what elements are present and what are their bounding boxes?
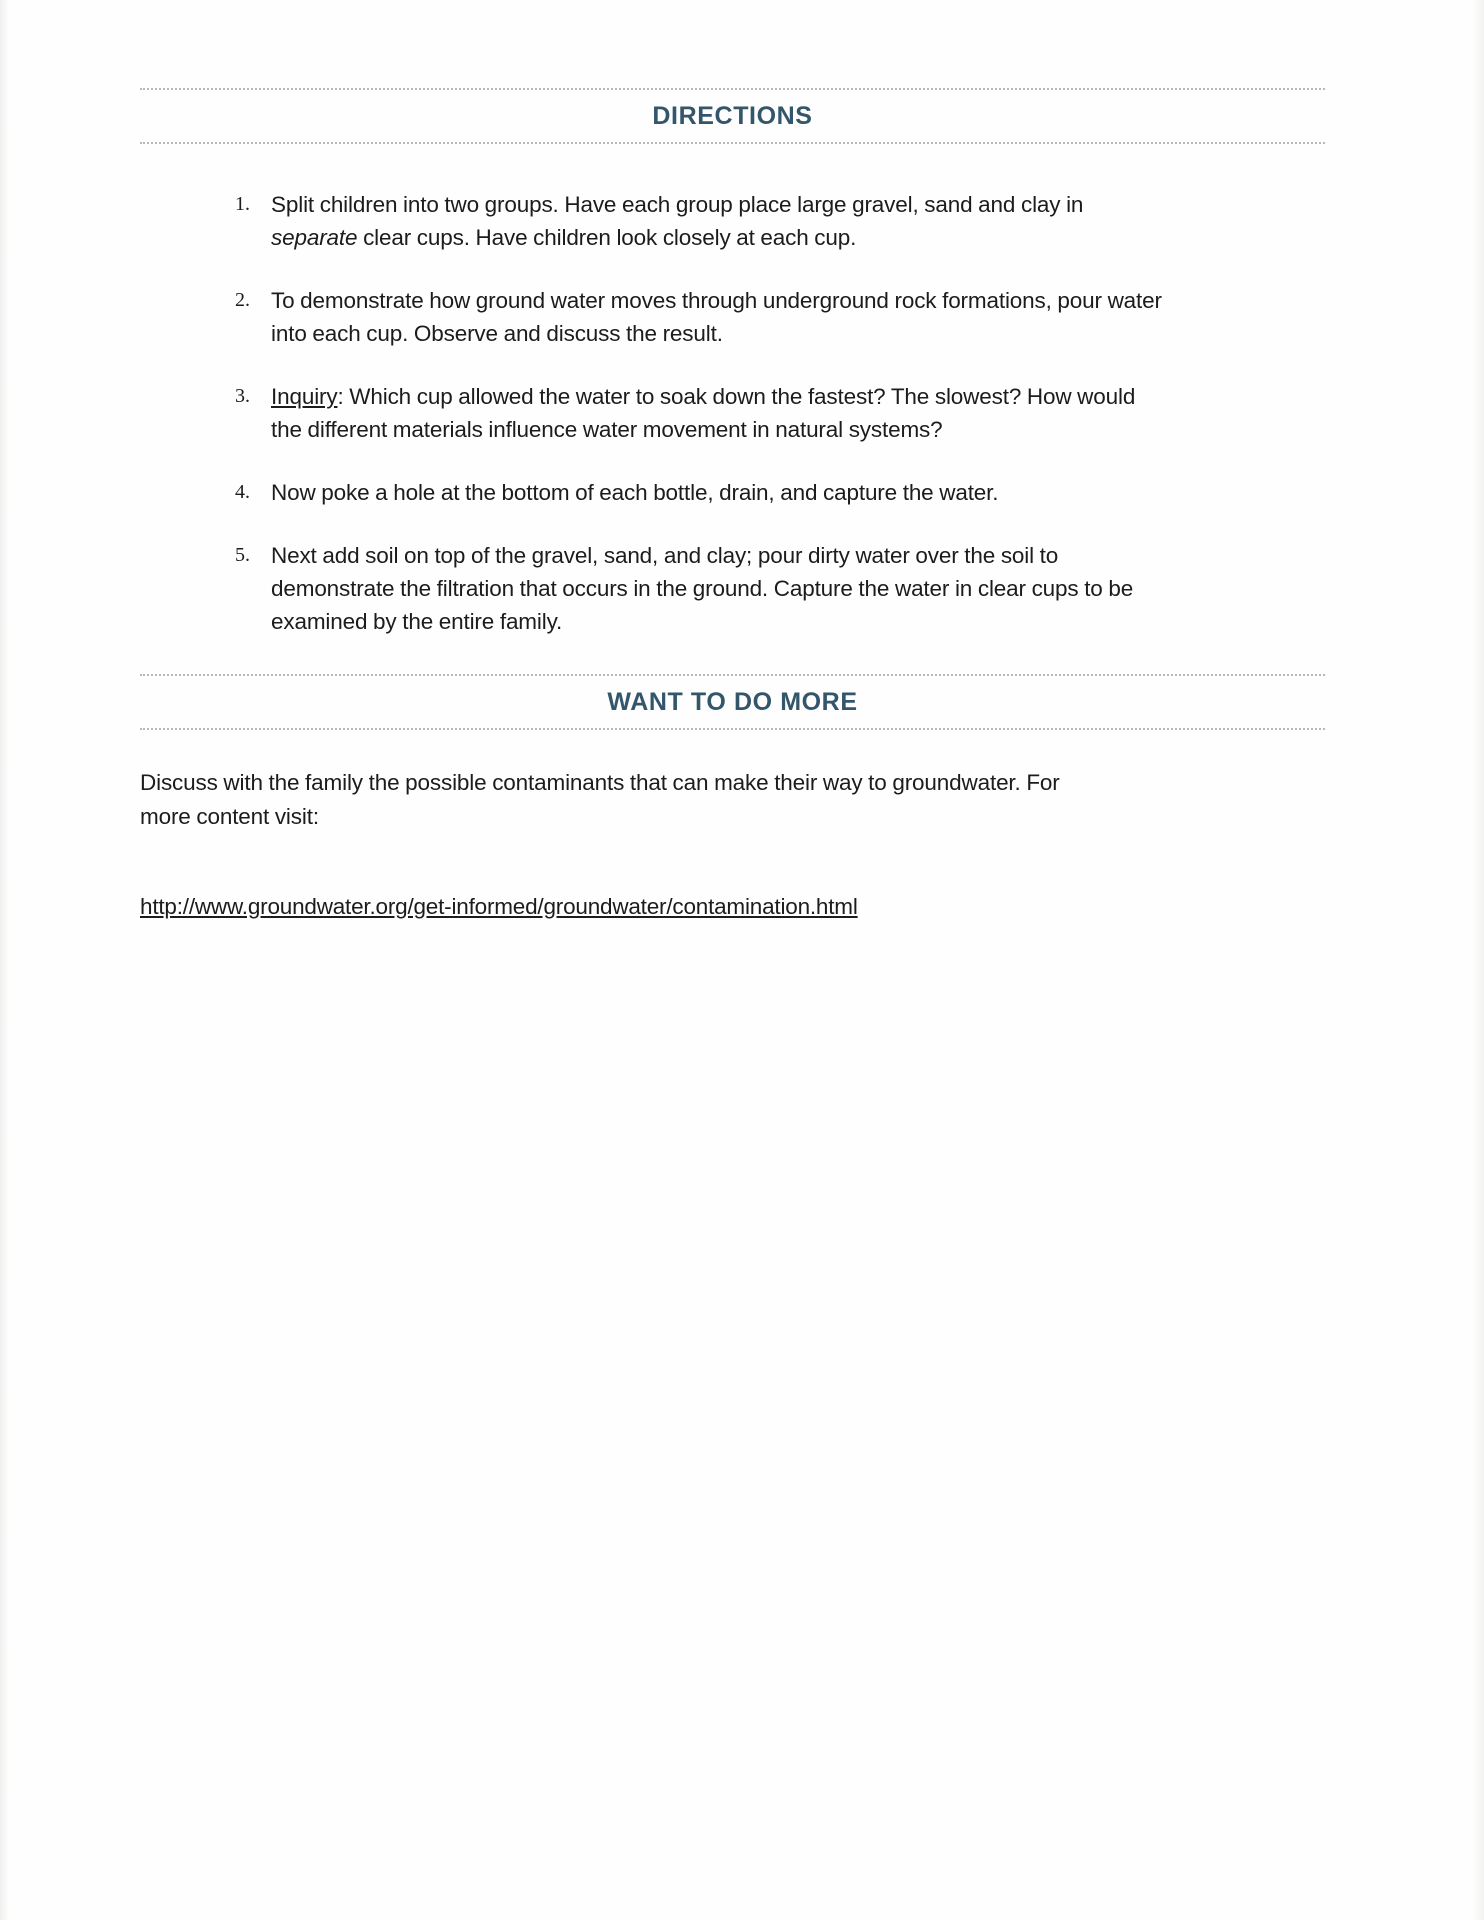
list-item-text [271, 380, 1171, 446]
list-item-underline-emphasis: Inquiry [271, 384, 338, 409]
directions-list [140, 188, 1325, 638]
list-item [140, 539, 1325, 638]
groundwater-contamination-link[interactable]: http://www.groundwater.org/get-informed/groundwater/contamination.html [140, 893, 858, 919]
page-edge-shadow-left [0, 0, 10, 1920]
list-item-text-part: clear cups. Have children look closely at each cup. [357, 225, 857, 250]
list-item-text-part: : Which cup allowed the water to soak down the fastest? The slowest? How would the different materials influence water movement in natural systems? [271, 384, 1136, 442]
list-item-number: 4. [235, 481, 250, 503]
list-item-number: 2. [235, 289, 250, 311]
list-item-number: 3. [235, 385, 250, 407]
want-to-do-more-section-header [140, 674, 1325, 730]
list-item-text: Now poke a hole at the bottom of each bottle, drain, and capture the water. [271, 480, 999, 505]
list-item-italic-emphasis: separate [271, 225, 358, 250]
list-item-text: Next add soil on top of the gravel, sand, and clay; pour dirty water over the soil to demonstrate the filtration that occurs in the ground. Capture the water in clear cups to be examined by the entire family. [271, 543, 1134, 634]
list-item-number: 5. [235, 544, 250, 566]
list-item [140, 188, 1325, 254]
directions-heading: DIRECTIONS [652, 102, 813, 130]
list-item-text: To demonstrate how ground water moves through underground rock formations, pour water into each cup. Observe and discuss the result. [271, 288, 1162, 346]
want-to-do-more-section [140, 674, 1325, 923]
document-content [140, 88, 1325, 923]
page-edge-shadow-right [1472, 0, 1484, 1920]
list-item-text-part: Split children into two groups. Have each group place large gravel, sand and clay in [271, 192, 1084, 217]
want-to-do-more-heading: WANT TO DO MORE [607, 688, 858, 716]
list-item [140, 380, 1325, 446]
list-item-number: 1. [235, 193, 250, 215]
list-item [140, 476, 1325, 509]
want-to-do-more-body: Discuss with the family the possible contaminants that can make their way to groundwater. For more content visit: [140, 770, 1060, 829]
list-item-text [271, 188, 1171, 254]
directions-section-header [140, 88, 1325, 144]
list-item [140, 284, 1325, 350]
